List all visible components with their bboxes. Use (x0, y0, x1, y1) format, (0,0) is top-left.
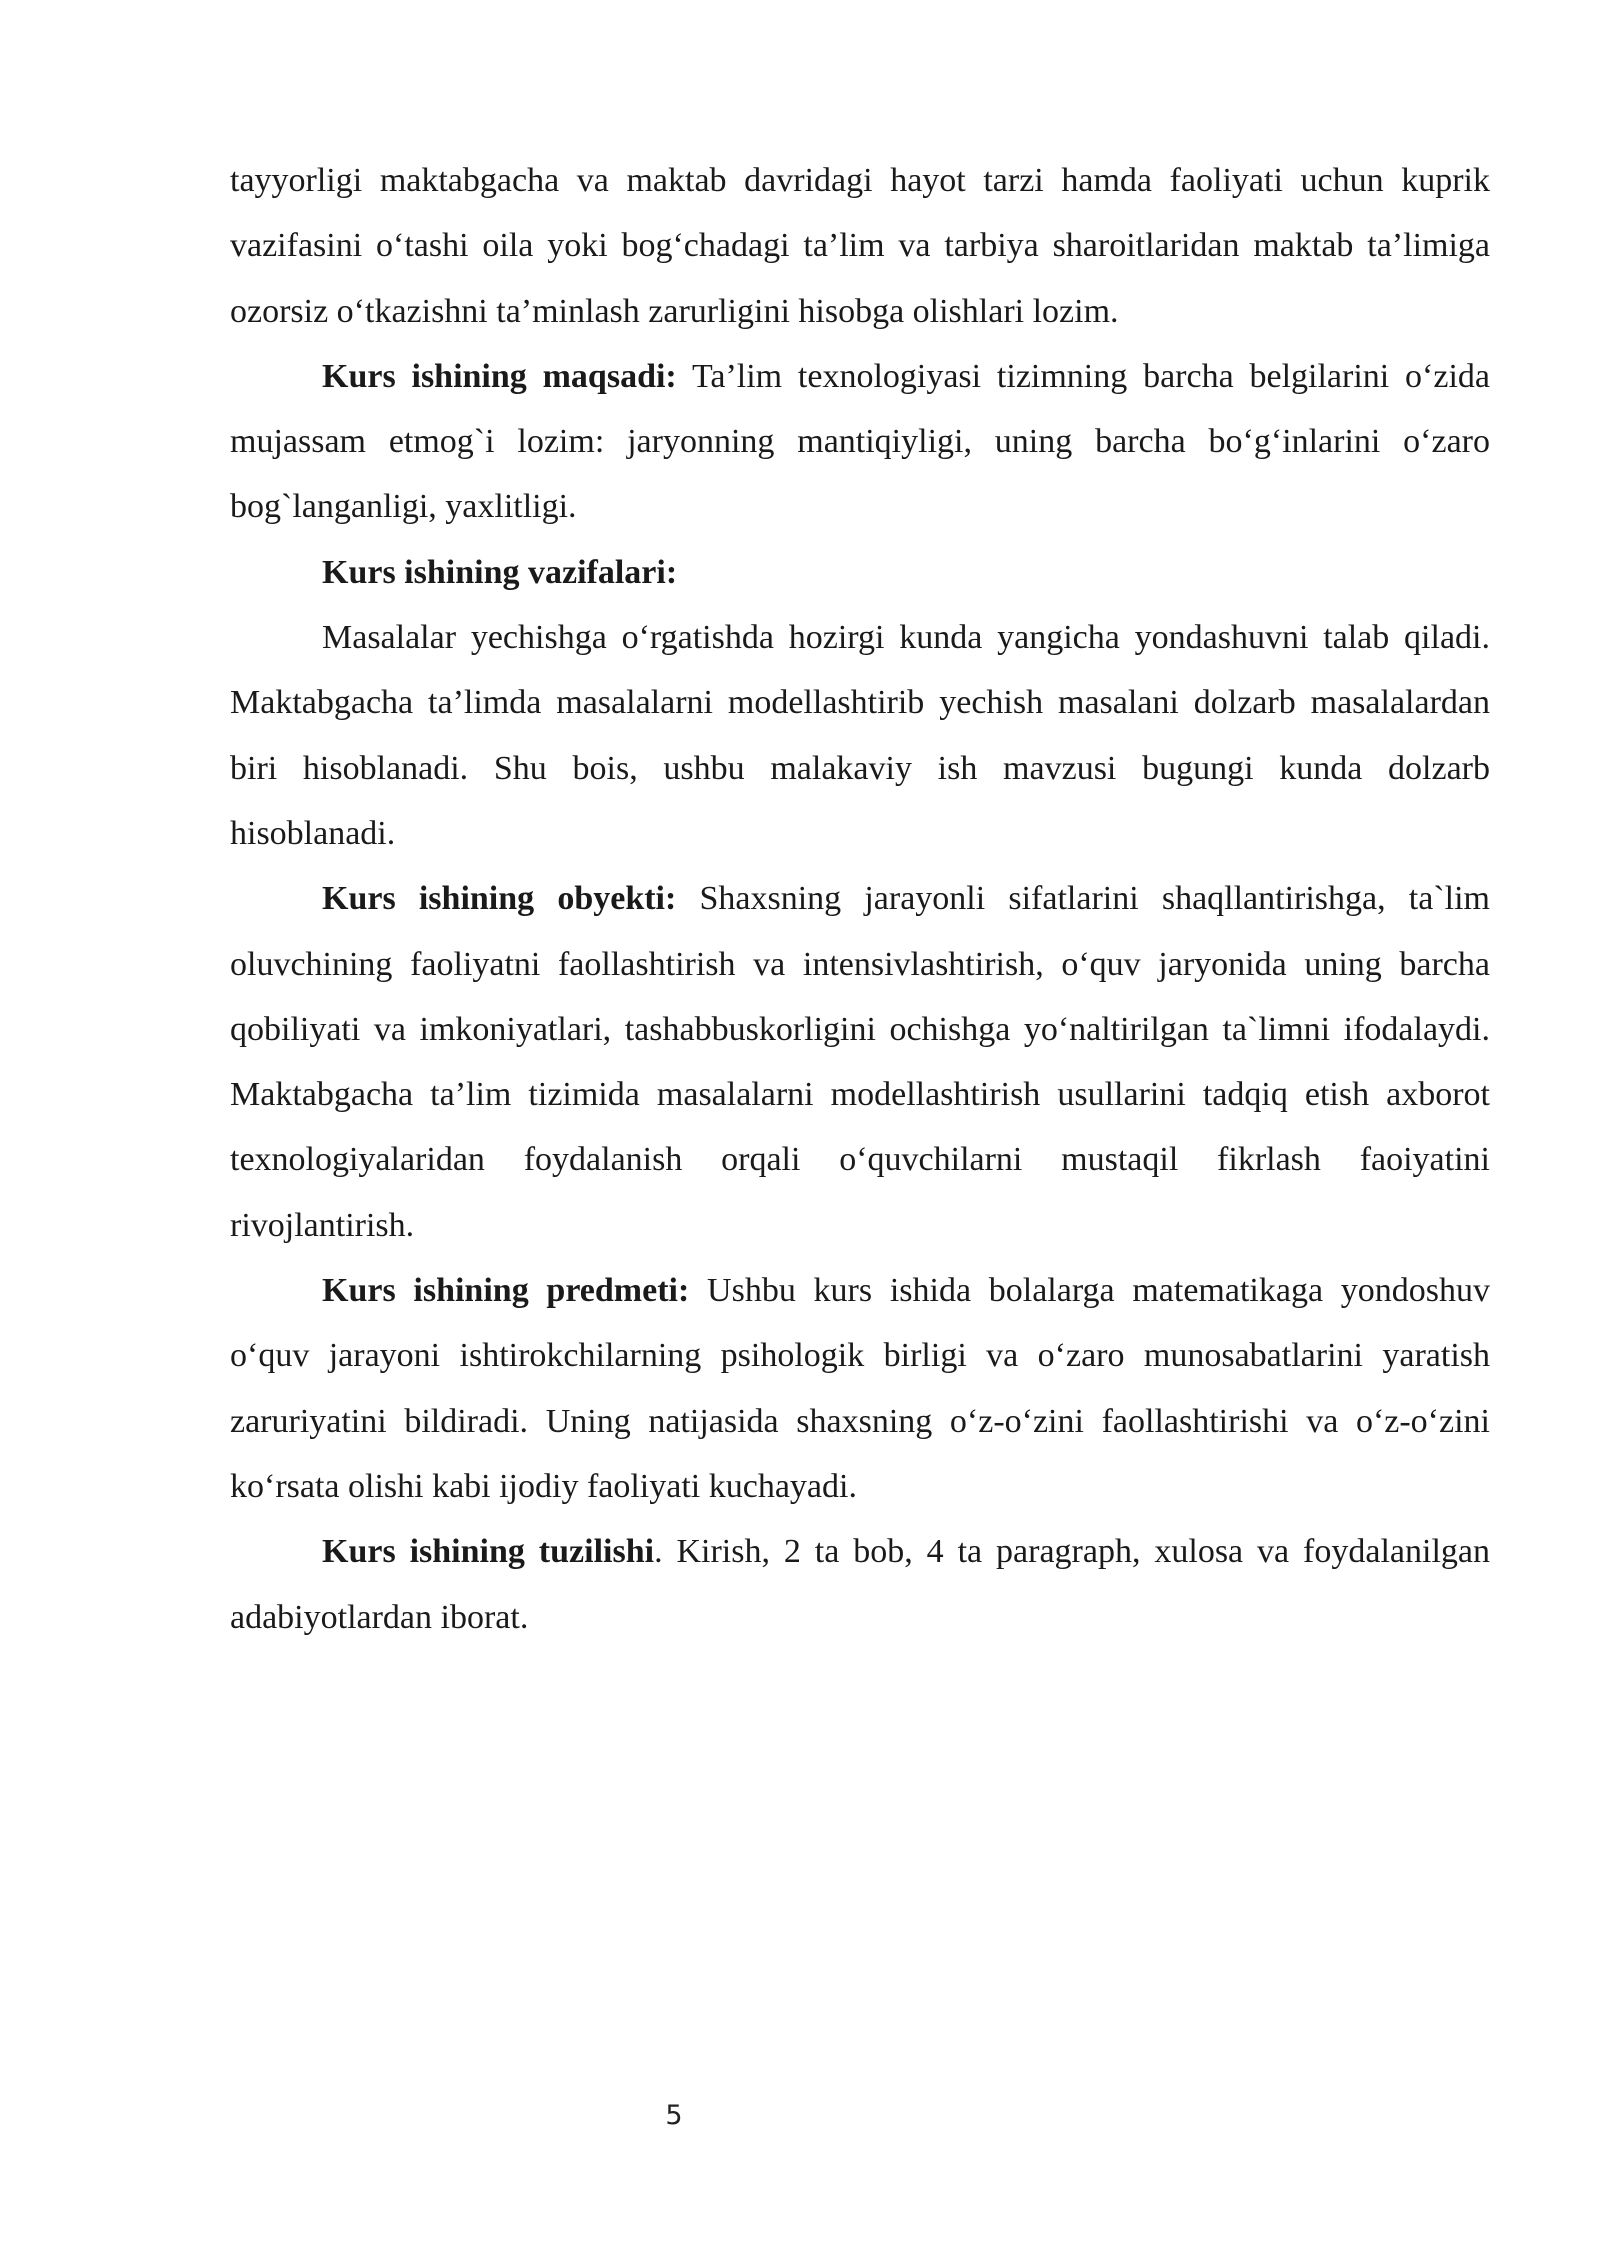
paragraph-obyekti (230, 866, 1490, 1258)
section-label-tuzilishi: Kurs ishining tuzilishi (322, 1533, 655, 1571)
paragraph-text: Ushbu kurs ishida bolalarga matematikaga yondoshuv o‘quv jarayoni ishtirokchilarning psihologik birligi va o‘zaro munosabatlarini yaratish zaruriyatini bildiradi. Uning natijasida shaxsning o‘z-o‘zini faollashtirishi va o‘z-o‘zini ko‘rsata olishi kabi ijodiy faoliyati kuchayadi. (230, 1272, 1490, 1505)
paragraph-predmeti (230, 1258, 1490, 1519)
page-number: 5 (665, 2100, 683, 2131)
paragraph-text: Masalalar yechishga o‘rgatishda hozirgi kunda yangicha yondashuvni talab qiladi. Maktabgacha ta’limda masalalarni modellashtirib yechish masalani dolzarb masalalardan biri hisoblanadi. Shu bois, ushbu malakaviy ish mavzusi bugungi kunda dolzarb hisoblanadi. (230, 619, 1490, 852)
section-label-predmeti: Kurs ishining predmeti: (322, 1272, 690, 1310)
paragraph-text: . Kirish, 2 ta bob, 4 ta paragraph, xulosa va foydalanilgan adabiyotlardan iborat. (230, 1533, 1490, 1636)
paragraph-vazifalari-heading (230, 540, 1490, 605)
paragraph-vazifalari (230, 605, 1490, 866)
paragraph-text: tayyorligi maktabgacha va maktab davridagi hayot tarzi hamda faoliyati uchun kuprik vazifasini o‘tashi oila yoki bog‘chadagi ta’lim va tarbiya sharoitlaridan maktab ta’limiga ozorsiz o‘tkazishni ta’minlash zarurligini hisobga olishlari lozim. (230, 162, 1490, 330)
paragraph-text: Ta’lim texnologiyasi tizimning barcha belgilarini o‘zida mujassam etmog`i lozim: jaryonning mantiqiyligi, uning barcha bo‘g‘inlarini o‘zaro bog`langanligi, yaxlitligi. (230, 357, 1490, 526)
section-label-maqsadi: Kurs ishining maqsadi: (322, 357, 677, 395)
paragraph-maqsadi (230, 344, 1490, 540)
paragraph-tuzilishi (230, 1519, 1490, 1650)
section-label-obyekti: Kurs ishining obyekti: (322, 880, 677, 918)
body-text (230, 148, 1490, 1650)
section-label-vazifalari: Kurs ishining vazifalari: (322, 553, 678, 591)
paragraph-continuation (230, 148, 1490, 344)
paragraph-text: Shaxsning jarayonli sifatlarini shaqllantirishga, ta`lim oluvchining faoliyatni faollashtirish va intensivlashtirish, o‘quv jaryonida uning barcha qobiliyati va imkoniyatlari, tashabbuskorligini ochishga yo‘naltirilgan ta`limni ifodalaydi. Maktabgacha ta’lim tizimida masalalarni modellashtirish usullarini tadqiq etish axborot texnologiyalaridan foydalanish orqali o‘quvchilarni mustaqil fikrlash faoiyatini rivojlantirish. (230, 880, 1490, 1244)
